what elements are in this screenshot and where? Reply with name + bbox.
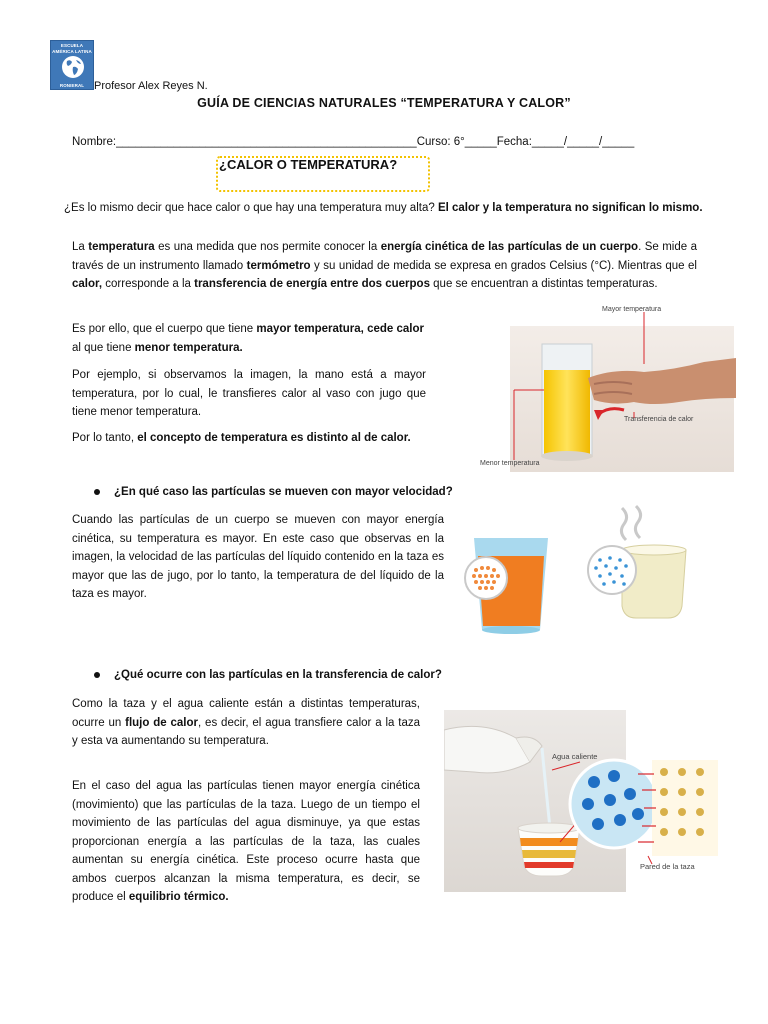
logo-text-line1: ESCUELA [60, 43, 84, 48]
bullet-dot-2 [94, 672, 100, 678]
school-logo [50, 40, 94, 90]
question-1-text: ¿En qué caso las partículas se mueven con mayor velocidad? [114, 486, 453, 498]
figure-particles-comparison [460, 502, 696, 638]
def-text-2: es una medida que nos permite conocer la [154, 241, 381, 253]
page-title: GUÍA DE CIENCIAS NATURALES “TEMPERATURA Y CALOR” [197, 96, 571, 110]
paragraph-ejemplo: Por ejemplo, si observamos la imagen, la mano está a mayor temperatura, por lo cual, le transfieres calor al vaso con jugo que tiene menor temperatura. [72, 369, 426, 418]
mayor-text-2: al que tiene [72, 341, 135, 354]
section-title: ¿CALOR O TEMPERATURA? [219, 157, 398, 172]
teacher-name: Profesor Alex Reyes N. [94, 80, 208, 92]
label-mayor-temperatura: Mayor temperatura [602, 306, 662, 313]
def-bold-4: calor, [72, 278, 103, 290]
label-pared-taza: Pared de la taza [640, 862, 695, 871]
bullet-dot-1 [94, 489, 100, 495]
concepto-bold-1: el concepto de temperatura es distinto al de calor. [137, 432, 411, 444]
globe-icon [61, 55, 85, 79]
paragraph-equilibrio [72, 777, 420, 907]
def-bold-2: energía cinética de las partículas de un cuerpo [380, 241, 639, 253]
intro-bold: El calor y la temperatura no significan lo mismo. [437, 202, 703, 214]
label-menor-temperatura: Menor temperatura [480, 460, 540, 467]
mayor-text-1: Es por ello, que el cuerpo que tiene [72, 323, 257, 335]
label-agua-caliente: Agua caliente [552, 752, 598, 761]
label-transferencia-calor: Transferencia de calor [624, 416, 694, 423]
definition-paragraph [72, 238, 697, 294]
paragraph-velocidad: Cuando las partículas de un cuerpo se mueven con mayor energía cinética, su temperatura es mayor. En este caso que observas en la imagen, la velocidad de las partículas del líquido contenido en la taza es mayor que las de jugo, por lo tanto, la temperatura de del líquido de la taza es mayor. [72, 514, 444, 600]
flujo-text-2: , es decir, el agua transfiere calor a la taza y esta va aumentando su temperatura. [72, 716, 420, 747]
def-text-5: corresponde a la [102, 278, 195, 290]
hand-glass-illustration [474, 302, 738, 474]
equilibrio-bold-1: equilibrio térmico. [128, 891, 229, 903]
student-info-line: Nombre:_______________________________________________Curso: 6°_____Fecha:_____/_____/_____ [72, 136, 635, 148]
flujo-text-1: Como la taza y el agua caliente están a distintas temperaturas, ocurre un [72, 698, 420, 729]
equilibrio-text-1: En el caso del agua las partículas tienen mayor energía cinética (movimiento) que las partículas de la taza. Luego de un tiempo el movimiento de las partículas del agua disminuye, ya que estas proporcionan energía a las partículas de la taza, las cuales aumentan su energía cinética. Este proceso ocurre hasta que ambos cuerpos alcanzan la misma temperatura, es decir, se produce el [72, 780, 420, 903]
mayor-bold-2: menor temperatura. [134, 341, 243, 354]
def-text-1: La [72, 241, 89, 253]
def-bold-3: termómetro [246, 259, 311, 272]
paragraph-concepto [72, 429, 426, 448]
question-bullet-2 [94, 669, 442, 681]
mayor-bold-1: mayor temperatura, cede calor [256, 323, 424, 335]
concepto-text-1: Por lo tanto, [72, 432, 138, 444]
def-text-3: . Se mide a través de un instrumento llamado [72, 241, 697, 272]
flujo-bold-1: flujo de calor [125, 716, 198, 729]
particles-illustration [460, 502, 696, 638]
paragraph-flujo [72, 695, 420, 751]
question-bullet-1 [94, 486, 453, 498]
logo-text-line2: AMÉRICA LATINA [52, 49, 92, 54]
figure-hand-glass [474, 302, 738, 474]
question-2-text: ¿Qué ocurre con las partículas en la transferencia de calor? [114, 669, 442, 681]
def-bold-1: temperatura [88, 241, 155, 253]
intro-paragraph [64, 200, 704, 216]
logo-text-line3: RONIERAL [59, 83, 85, 88]
paragraph-mayor-temperatura [72, 320, 424, 357]
intro-text: ¿Es lo mismo decir que hace calor o que hay una temperatura muy alta? [64, 202, 438, 214]
figure-kettle-cup [444, 710, 720, 892]
def-text-4: y su unidad de medida se expresa en grados Celsius (°C). Mientras que el [310, 259, 697, 272]
def-bold-5: transferencia de energía entre dos cuerpos [194, 278, 430, 290]
def-text-6: que se encuentran a distintas temperaturas. [429, 278, 658, 290]
